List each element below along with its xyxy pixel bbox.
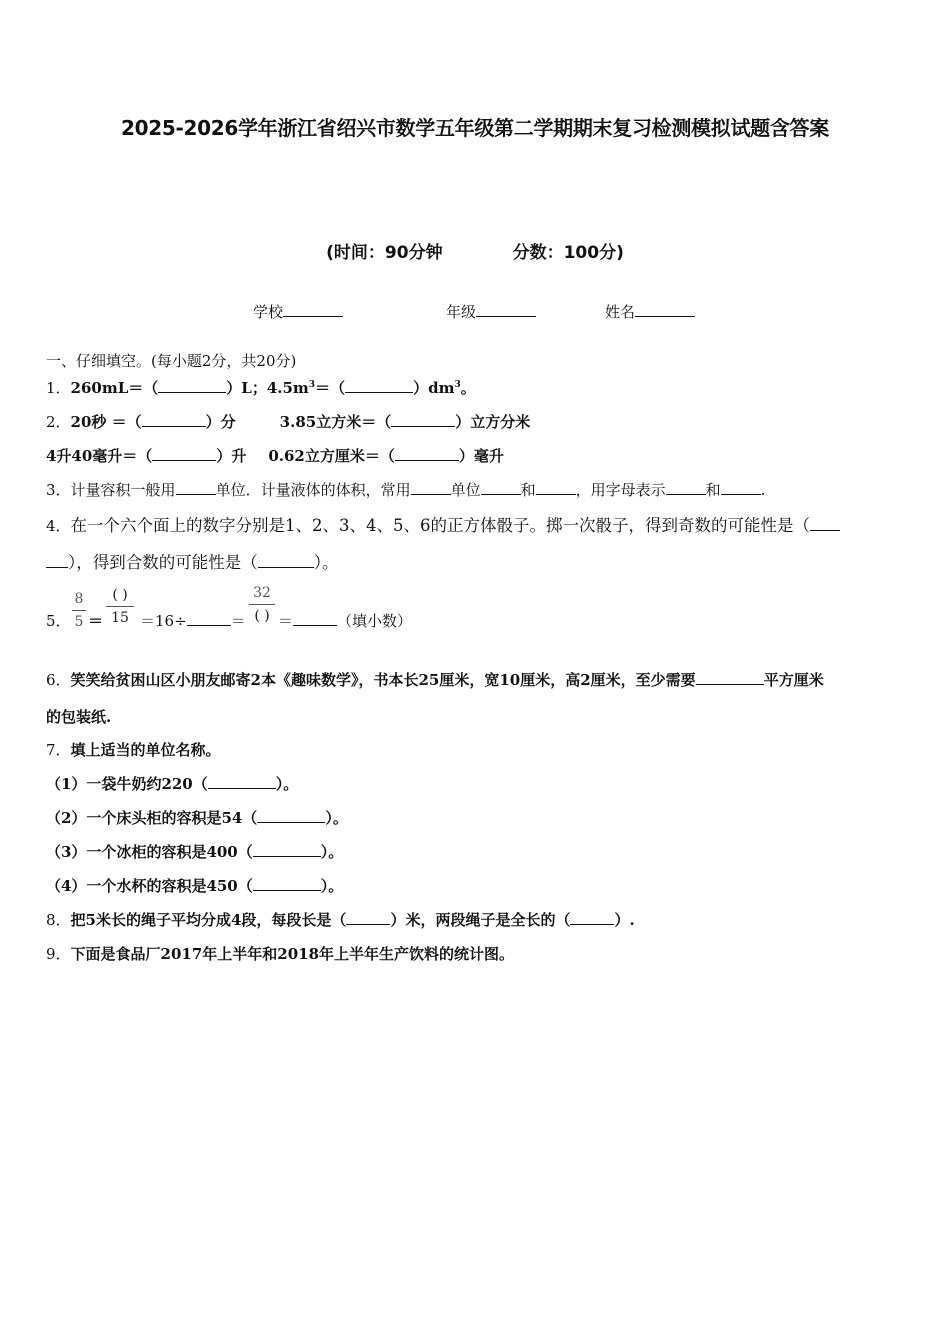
- grade-blank[interactable]: [476, 302, 536, 317]
- q6-text-b: 平方厘米: [763, 671, 824, 689]
- q3-blank-6[interactable]: [721, 480, 761, 495]
- q3-blank-3[interactable]: [481, 480, 521, 495]
- q3-text-c: 单位: [450, 481, 481, 499]
- question-2-continued: [46, 445, 504, 466]
- q3-text-f: 和: [705, 481, 721, 499]
- grade-field: [446, 301, 536, 322]
- q8-text-c: ）.: [614, 911, 635, 929]
- q5-end: [278, 610, 412, 631]
- section-heading: 一、仔细填空。(每小题2分，共20分): [46, 352, 297, 370]
- q2-text-b: ）分: [205, 413, 236, 431]
- question-6: [46, 669, 824, 690]
- q5-equals-2: ＝: [230, 612, 246, 630]
- name-blank[interactable]: [635, 302, 695, 317]
- q3-text-b: 单位．计量液体的体积，常用: [215, 481, 411, 499]
- denominator-blank[interactable]: ( ): [254, 608, 270, 624]
- q7-blank-3[interactable]: [253, 842, 321, 857]
- q5-blank-2[interactable]: [293, 611, 337, 626]
- question-4: [46, 512, 906, 536]
- question-number: 2．: [46, 413, 71, 431]
- q1-superscript-2: 3: [454, 380, 461, 390]
- q3-text-d: 和: [520, 481, 536, 499]
- denominator: 5: [74, 614, 84, 630]
- q7-item-end: ）。: [320, 877, 344, 895]
- q9-text: 下面是食品厂2017年上半年和2018年上半年生产饮料的统计图。: [70, 945, 515, 963]
- denominator: 15: [111, 610, 129, 626]
- q7-item-text: （3）一个冰柜的容积是400（: [46, 843, 253, 861]
- q7-item-text: （4）一个水杯的容积是450（: [46, 877, 253, 895]
- q3-text-e: ，用字母表示: [575, 481, 666, 499]
- q1-blank-1[interactable]: [158, 378, 226, 393]
- page-title: 2025-2026学年浙江省绍兴市数学五年级第二学期期末复习检测模拟试题含答案: [121, 116, 829, 140]
- q7-item-2: [46, 807, 348, 828]
- q7-blank-4[interactable]: [253, 876, 321, 891]
- q1-text-d: ）dm: [413, 379, 455, 397]
- q8-blank-1[interactable]: [346, 910, 390, 925]
- q2b-text-a: 4升40毫升＝（: [46, 447, 153, 465]
- q8-text-b: ）米，两段绳子是全长的（: [390, 911, 571, 929]
- q7-item-4: [46, 875, 343, 896]
- q2b-text-c: 0.62立方厘米＝（: [268, 447, 395, 465]
- q5-middle: [140, 610, 246, 631]
- grade-label: 年级: [446, 303, 477, 321]
- q1-text-c: ＝（: [315, 379, 346, 397]
- q1-text-b: ）L；4.5m: [226, 379, 309, 397]
- q2b-blank-2[interactable]: [395, 446, 459, 461]
- question-4-continued: [46, 549, 339, 573]
- q8-text-a: 把5米长的绳子平均分成4段，每段长是（: [70, 911, 347, 929]
- total-score: 分数：100分): [512, 243, 624, 263]
- q2b-text-d: ）毫升: [458, 447, 504, 465]
- q3-blank-2[interactable]: [411, 480, 451, 495]
- q6-text-a: 笑笑给贫困山区小朋友邮寄2本《趣味数学》，书本长25厘米，宽10厘米，高2厘米，至少需要: [70, 671, 696, 689]
- question-2: [46, 411, 530, 432]
- q7-blank-2[interactable]: [257, 808, 325, 823]
- q3-text-a: 计量容积一般用: [70, 481, 176, 499]
- q3-text-g: .: [760, 481, 766, 499]
- school-label: 学校: [253, 303, 284, 321]
- q5-division: ＝16÷: [140, 612, 187, 630]
- q4-blank-1b[interactable]: [46, 553, 68, 568]
- numerator: 8: [74, 591, 84, 607]
- fraction-blank-15: [106, 586, 134, 627]
- question-3: [46, 479, 765, 500]
- q7-item-text: （2）一个床头柜的容积是54（: [46, 809, 258, 827]
- q7-item-end: ）。: [320, 843, 344, 861]
- q1-superscript: 3: [308, 380, 316, 390]
- fraction-32-blank: [249, 584, 275, 625]
- question-1: [46, 377, 476, 398]
- q2-text-a: 20秒 ＝（: [70, 413, 142, 431]
- q2-text-c: 3.85立方米＝（: [279, 413, 392, 431]
- q5-equals-1: ＝: [88, 612, 104, 630]
- question-number: 6．: [46, 671, 71, 689]
- q2-blank-2[interactable]: [391, 412, 455, 427]
- question-number: 3．: [46, 481, 71, 499]
- q3-blank-5[interactable]: [666, 480, 706, 495]
- q2b-text-b: ）升: [216, 447, 247, 465]
- q4-blank-2[interactable]: [258, 553, 314, 568]
- fraction-8-5: [72, 590, 86, 631]
- numerator: 32: [253, 585, 271, 601]
- school-field: [253, 301, 343, 322]
- question-6-continued: 的包装纸.: [46, 708, 112, 726]
- question-8: [46, 909, 635, 930]
- q7-item-text: （1）一袋牛奶约220（: [46, 775, 208, 793]
- school-blank[interactable]: [283, 302, 343, 317]
- q1-text-e: 。: [460, 379, 476, 397]
- question-number: 8．: [46, 911, 71, 929]
- q4-blank-1a[interactable]: [810, 516, 840, 531]
- question-number: 1．: [46, 379, 71, 397]
- q2-text-d: ）立方分米: [455, 413, 531, 431]
- question-9: [46, 943, 514, 964]
- q4-text-a: 在一个六个面上的数字分别是1、2、3、4、5、6的正方体骰子。掷一次骰子，得到奇数的可能性是（: [70, 516, 811, 535]
- q7-item-3: [46, 841, 343, 862]
- q5-note: （填小数）: [337, 612, 413, 630]
- exam-subtitle: [0, 238, 950, 263]
- q7-blank-1[interactable]: [208, 774, 276, 789]
- q5-blank-1[interactable]: [187, 611, 231, 626]
- question-7: [46, 739, 221, 760]
- q3-blank-1[interactable]: [176, 480, 216, 495]
- q4-text-c: ）。: [313, 553, 339, 572]
- question-number: 9．: [46, 945, 71, 963]
- q7-item-end: ）。: [325, 809, 348, 827]
- question-5-number: 5．: [46, 612, 71, 630]
- q4-text-b: ），得到合数的可能性是（: [68, 553, 258, 572]
- q3-blank-4[interactable]: [536, 480, 576, 495]
- q5-equals-3: ＝: [278, 612, 294, 630]
- question-number: 4．: [46, 517, 71, 535]
- q8-blank-2[interactable]: [570, 910, 614, 925]
- q7-text: 填上适当的单位名称。: [70, 741, 221, 759]
- numerator-blank[interactable]: ( ): [112, 587, 128, 603]
- name-label: 姓名: [605, 303, 636, 321]
- q7-item-end: ）。: [275, 775, 299, 793]
- name-field: [605, 301, 695, 322]
- q7-item-1: [46, 773, 298, 794]
- q1-text-a: 260mL＝（: [70, 379, 159, 397]
- q1-blank-2[interactable]: [345, 378, 413, 393]
- q2-blank-1[interactable]: [142, 412, 206, 427]
- q2b-blank-1[interactable]: [152, 446, 216, 461]
- time-limit: (时间：90分钟: [326, 243, 443, 263]
- q6-blank[interactable]: [696, 670, 764, 685]
- question-number: 7．: [46, 741, 71, 759]
